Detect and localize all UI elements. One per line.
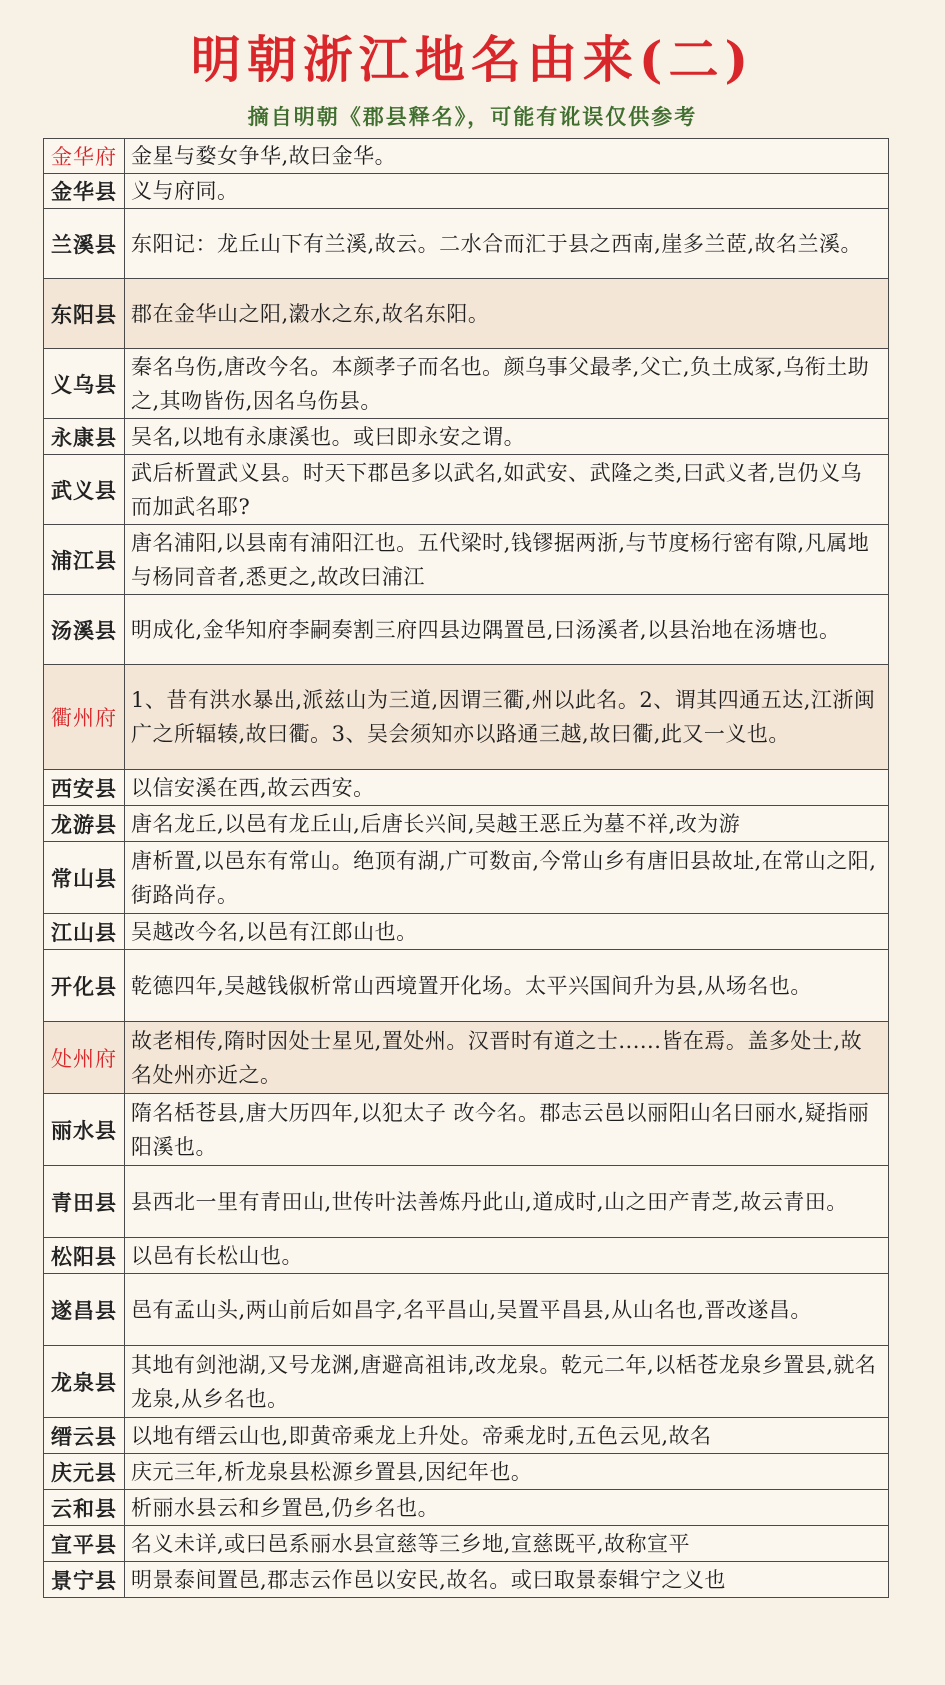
place-origin: 明景泰间置邑,郡志云作邑以安民,故名。或曰取景泰辑宁之义也	[125, 1562, 889, 1598]
table-row	[44, 1526, 889, 1562]
place-origin: 乾德四年,吴越钱俶析常山西境置开化场。太平兴国间升为县,从场名也。	[125, 950, 889, 1022]
table-row	[44, 455, 889, 525]
table-row	[44, 174, 889, 209]
place-name-table	[43, 138, 889, 1598]
table-row	[44, 595, 889, 665]
table-row	[44, 419, 889, 455]
place-origin: 析丽水县云和乡置邑,仍乡名也。	[125, 1490, 889, 1526]
place-origin: 唐名浦阳,以县南有浦阳江也。五代梁时,钱镠据两浙,与节度杨行密有隙,凡属地与杨同音者,悉更之,故改曰浦江	[125, 525, 889, 595]
place-origin: 名义未详,或曰邑系丽水县宣慈等三乡地,宣慈既平,故称宣平	[125, 1526, 889, 1562]
table-row	[44, 1418, 889, 1454]
place-origin: 以信安溪在西,故云西安。	[125, 770, 889, 806]
table-row	[44, 842, 889, 914]
place-name: 松阳县	[44, 1238, 125, 1274]
place-name: 汤溪县	[44, 595, 125, 665]
place-name: 开化县	[44, 950, 125, 1022]
place-name: 景宁县	[44, 1562, 125, 1598]
place-name: 浦江县	[44, 525, 125, 595]
place-name: 青田县	[44, 1166, 125, 1238]
page-title: 明朝浙江地名由来(二)	[190, 30, 755, 89]
place-name: 云和县	[44, 1490, 125, 1526]
place-name: 丽水县	[44, 1094, 125, 1166]
place-origin: 郡在金华山之阳,瀔水之东,故名东阳。	[125, 279, 889, 349]
place-name: 兰溪县	[44, 209, 125, 279]
place-name: 武义县	[44, 455, 125, 525]
place-origin: 吴名,以地有永康溪也。或曰即永安之谓。	[125, 419, 889, 455]
table-row	[44, 1490, 889, 1526]
table-row	[44, 806, 889, 842]
place-name: 处州府	[44, 1022, 125, 1094]
place-origin: 以地有缙云山也,即黄帝乘龙上升处。帝乘龙时,五色云见,故名	[125, 1418, 889, 1454]
place-origin: 故老相传,隋时因处士星见,置处州。汉晋时有道之士......皆在焉。盖多处士,故名处州亦近之。	[125, 1022, 889, 1094]
table-row	[44, 1562, 889, 1598]
table-row	[44, 1274, 889, 1346]
table-row	[44, 1454, 889, 1490]
place-name: 衢州府	[44, 665, 125, 770]
table-row	[44, 1346, 889, 1418]
place-origin: 义与府同。	[125, 174, 889, 209]
place-name: 遂昌县	[44, 1274, 125, 1346]
place-name: 庆元县	[44, 1454, 125, 1490]
place-origin: 庆元三年,析龙泉县松源乡置县,因纪年也。	[125, 1454, 889, 1490]
place-name: 西安县	[44, 770, 125, 806]
table-row	[44, 1022, 889, 1094]
place-origin: 唐名龙丘,以邑有龙丘山,后唐长兴间,吴越王恶丘为墓不祥,改为游	[125, 806, 889, 842]
place-name: 江山县	[44, 914, 125, 950]
table-row	[44, 914, 889, 950]
table-row	[44, 349, 889, 419]
table-row	[44, 209, 889, 279]
table-row	[44, 1238, 889, 1274]
place-name: 义乌县	[44, 349, 125, 419]
place-origin: 邑有孟山头,两山前后如昌字,名平昌山,吴置平昌县,从山名也,晋改遂昌。	[125, 1274, 889, 1346]
table-row	[44, 950, 889, 1022]
place-name: 常山县	[44, 842, 125, 914]
place-origin: 武后析置武义县。时天下郡邑多以武名,如武安、武隆之类,曰武义者,岂仍义乌而加武名耶?	[125, 455, 889, 525]
place-name: 金华府	[44, 139, 125, 174]
table-row	[44, 279, 889, 349]
place-name: 永康县	[44, 419, 125, 455]
place-name: 龙泉县	[44, 1346, 125, 1418]
place-origin: 以邑有长松山也。	[125, 1238, 889, 1274]
place-origin: 东阳记：龙丘山下有兰溪,故云。二水合而汇于县之西南,崖多兰茝,故名兰溪。	[125, 209, 889, 279]
place-name: 东阳县	[44, 279, 125, 349]
place-origin: 金星与婺女争华,故曰金华。	[125, 139, 889, 174]
place-origin: 秦名乌伤,唐改今名。本颜孝子而名也。颜乌事父最孝,父亡,负土成冢,乌衔土助之,其吻皆伤,因名乌伤县。	[125, 349, 889, 419]
place-origin: 吴越改今名,以邑有江郎山也。	[125, 914, 889, 950]
table-row	[44, 1094, 889, 1166]
place-name: 缙云县	[44, 1418, 125, 1454]
place-origin: 县西北一里有青田山,世传叶法善炼丹此山,道成时,山之田产青芝,故云青田。	[125, 1166, 889, 1238]
table-row	[44, 525, 889, 595]
place-origin: 隋名栝苍县,唐大历四年,以犯太子 改今名。郡志云邑以丽阳山名曰丽水,疑指丽阳溪也。	[125, 1094, 889, 1166]
place-name: 龙游县	[44, 806, 125, 842]
place-origin: 明成化,金华知府李嗣奏割三府四县边隅置邑,曰汤溪者,以县治地在汤塘也。	[125, 595, 889, 665]
place-origin: 其地有剑池湖,又号龙渊,唐避高祖讳,改龙泉。乾元二年,以栝苍龙泉乡置县,就名龙泉,从乡名也。	[125, 1346, 889, 1418]
place-name: 宣平县	[44, 1526, 125, 1562]
page-subtitle: 摘自明朝《郡县释名》，可能有讹误仅供参考	[247, 104, 698, 129]
table-row	[44, 139, 889, 174]
place-origin: 1、昔有洪水暴出,派兹山为三道,因谓三衢,州以此名。2、谓其四通五达,江浙闽广之所辐辏,故曰衢。3、吴会须知亦以路通三越,故曰衢,此又一义也。	[125, 665, 889, 770]
place-name: 金华县	[44, 174, 125, 209]
place-origin: 唐析置,以邑东有常山。绝顶有湖,广可数亩,今常山乡有唐旧县故址,在常山之阳,街路尚存。	[125, 842, 889, 914]
table-row	[44, 1166, 889, 1238]
table-row	[44, 770, 889, 806]
table-row	[44, 665, 889, 770]
